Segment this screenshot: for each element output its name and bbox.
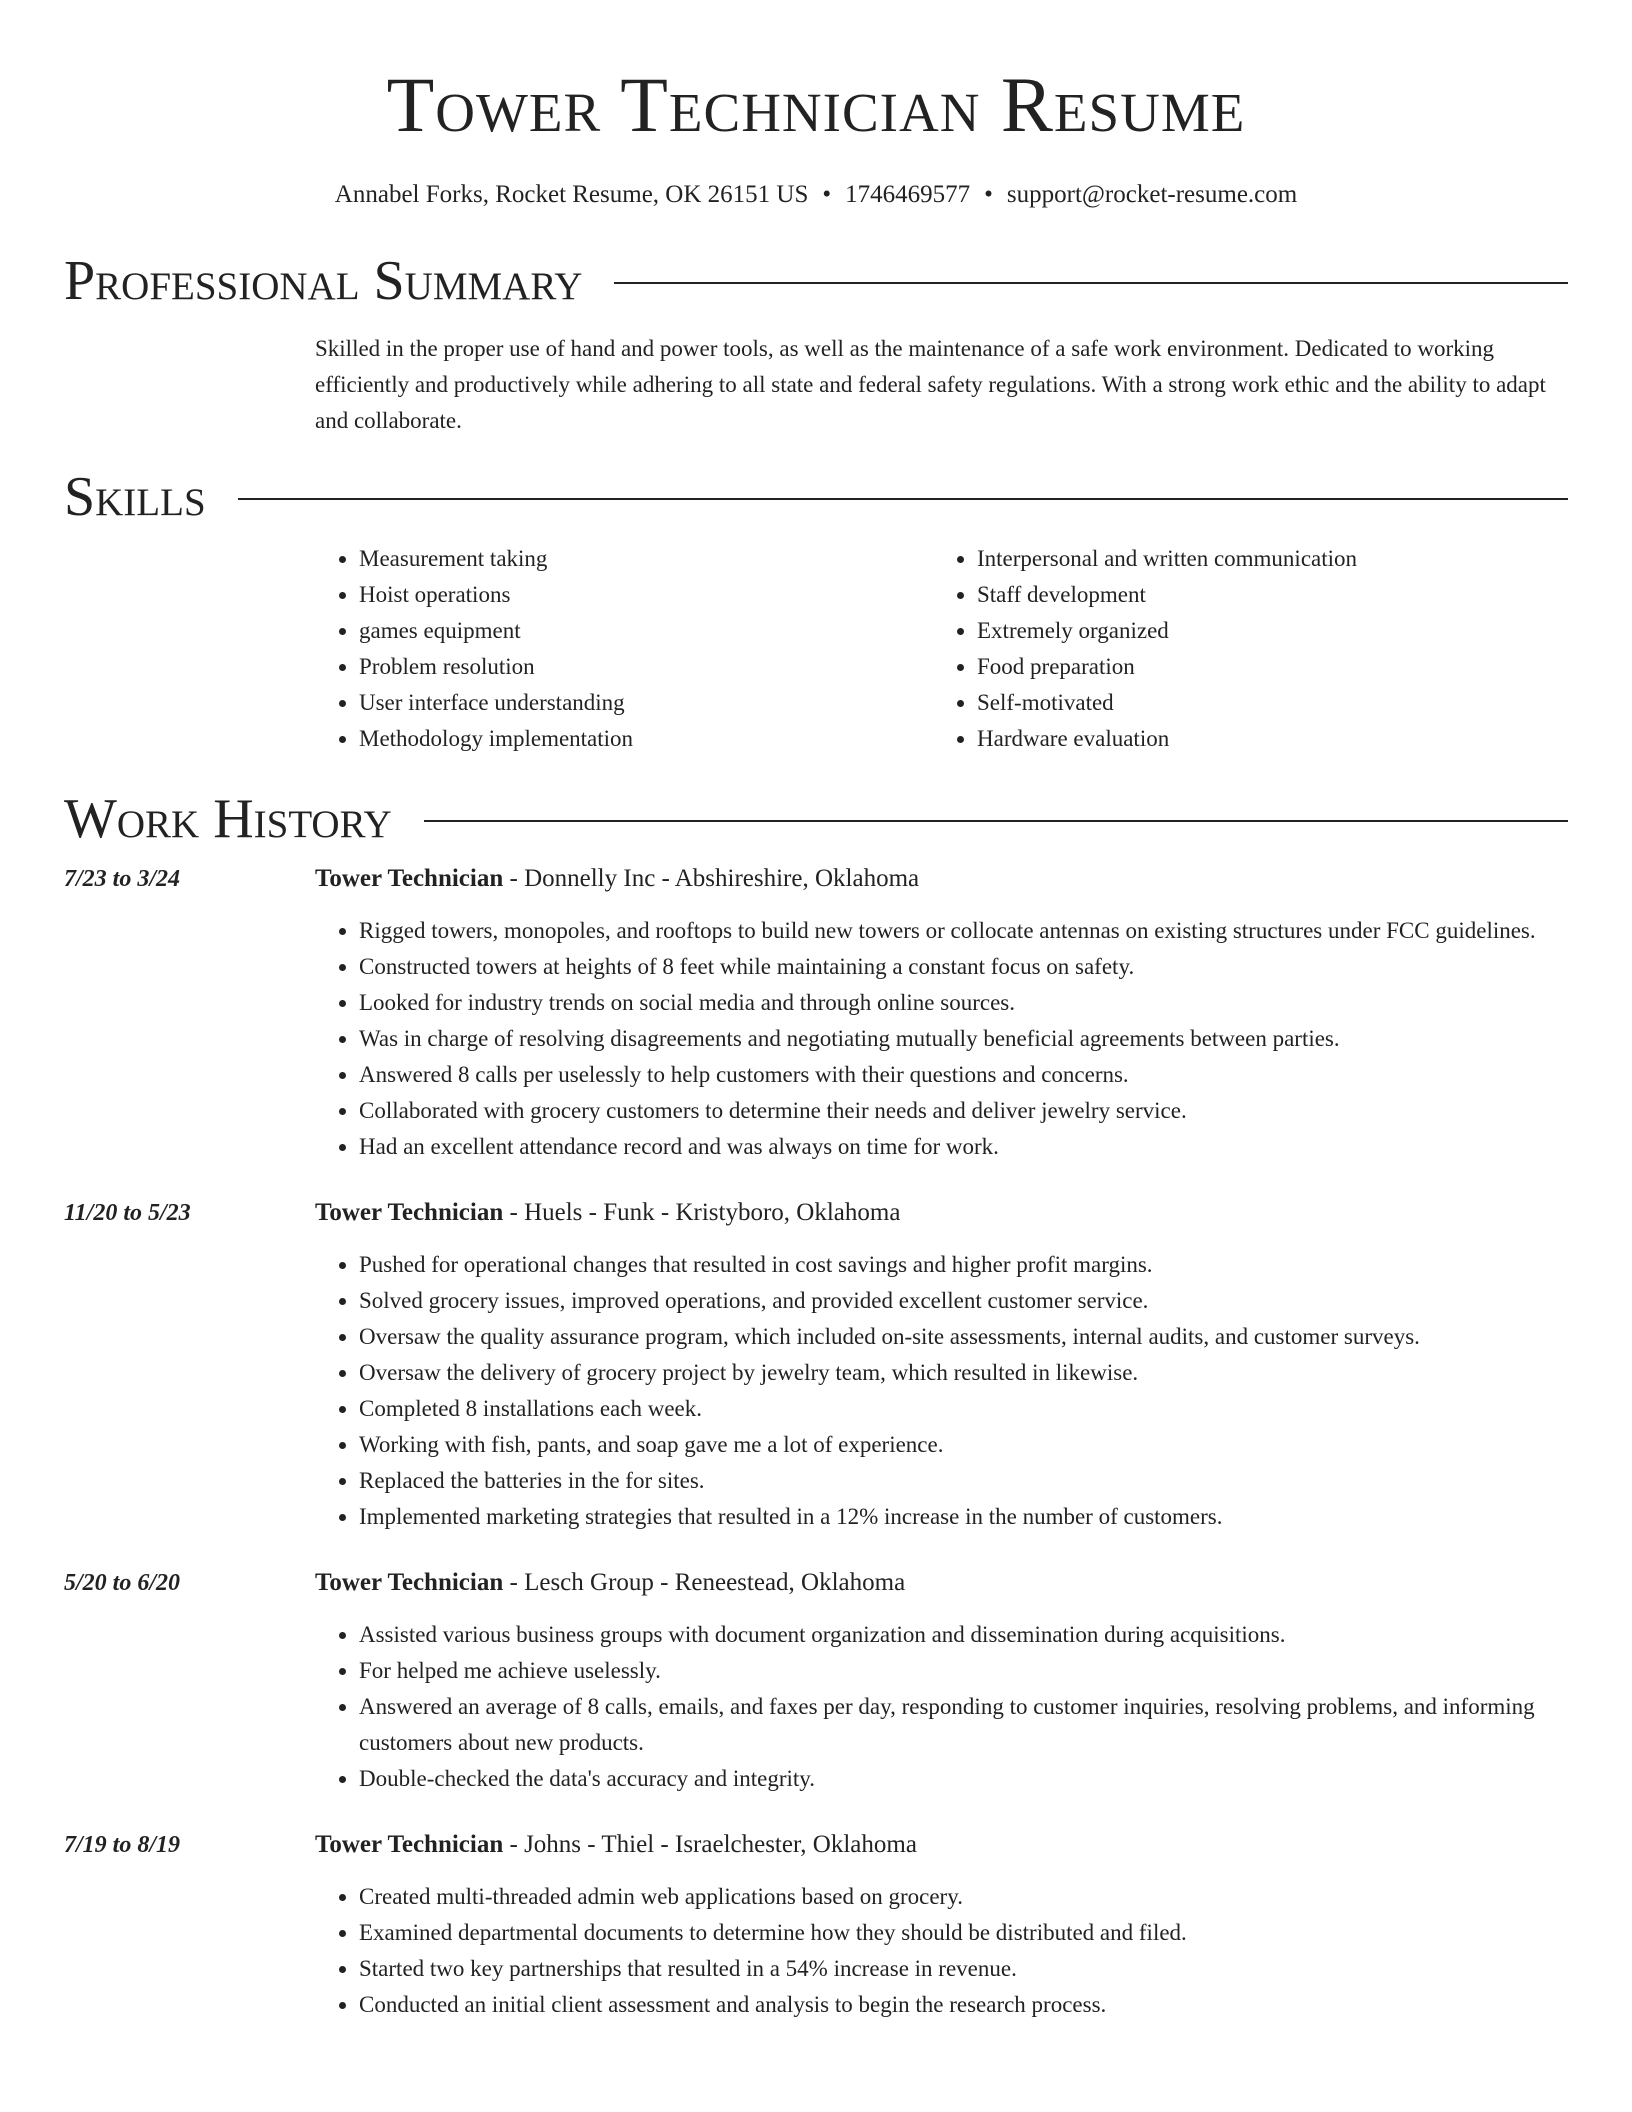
job-bullet: • Working with fish, pants, and soap gave me a lot of experience. [359,1427,1568,1463]
job-bullet: • Oversaw the quality assurance program, which included on-site assessments, internal audits, and customer surveys. [359,1319,1568,1355]
contact-separator: • [822,181,832,208]
job-title: Tower Technician [315,1199,504,1226]
job-entry [64,861,1568,1165]
job-title-line [315,861,1568,897]
contact-phone[interactable]: 1746469577 [845,181,971,208]
summary-heading: Professional Summary [64,250,583,312]
summary-section-header [64,250,1568,312]
section-divider [614,282,1568,284]
job-bullet: • Was in charge of resolving disagreements and negotiating mutually beneficial agreements between parties. [359,1021,1568,1057]
job-bullet: • Completed 8 installations each week. [359,1391,1568,1427]
skill-item: • Hardware evaluation [977,721,1551,757]
summary-text: Skilled in the proper use of hand and power tools, as well as the maintenance of a safe work environment. Dedicated to working efficiently and productively while adhering to all state and federal safety regulations. With a strong work ethic and the ability to adapt and collaborate. [315,336,1546,433]
skill-item: • User interface understanding [359,685,933,721]
job-title-line [315,1827,1568,1863]
skills-heading: Skills [64,466,206,528]
job-bullet: • Conducted an initial client assessment and analysis to begin the research process. [359,1987,1568,2023]
job-dates: 5/20 to 6/20 [64,1570,181,1596]
section-divider [238,498,1568,500]
job-entry [64,1565,1568,1797]
skill-item: • Interpersonal and written communication [977,541,1551,577]
job-bullet: • Replaced the batteries in the for sites. [359,1463,1568,1499]
job-body [315,1827,1568,2023]
job-bullet: • Pushed for operational changes that resulted in cost savings and higher profit margins. [359,1247,1568,1283]
work-history-list [64,861,1568,2023]
job-dates: 7/23 to 3/24 [64,866,181,892]
job-body [315,1565,1568,1797]
section-divider [424,820,1568,822]
skill-item: • Extremely organized [977,613,1551,649]
contact-separator: • [984,181,993,208]
skill-item: • games equipment [359,613,933,649]
job-bullet: • Started two key partnerships that resulted in a 54% increase in revenue. [359,1951,1568,1987]
job-bullets [315,1617,1568,1797]
job-bullet: • Assisted various business groups with document organization and dissemination during acquisitions. [359,1617,1568,1653]
job-entry [64,1195,1568,1535]
job-employer-location: - Huels - Funk - Kristyboro, Oklahoma [503,1199,901,1226]
job-bullet: • Collaborated with grocery customers to determine their needs and deliver jewelry service. [359,1093,1568,1129]
job-title-line [315,1565,1568,1601]
job-bullets [315,1247,1568,1535]
job-bullet: • Implemented marketing strategies that resulted in a 12% increase in the number of customers. [359,1499,1568,1535]
job-dates: 11/20 to 5/23 [64,1200,191,1226]
job-entry [64,1827,1568,2023]
job-bullet: • Answered 8 calls per uselessly to help customers with their questions and concerns. [359,1057,1568,1093]
job-title-line [315,1195,1568,1231]
skill-item: • Staff development [977,577,1551,613]
skill-item: • Food preparation [977,649,1551,685]
skill-item: • Methodology implementation [359,721,933,757]
job-body [315,861,1568,1165]
contact-line [64,181,1568,209]
job-employer-location: - Lesch Group - Reneestead, Oklahoma [503,1569,906,1596]
skill-item: • Hoist operations [359,577,933,613]
work-section-header [64,788,1568,850]
job-bullet: • Had an excellent attendance record and was always on time for work. [359,1129,1568,1165]
job-bullet: • Examined departmental documents to determine how they should be distributed and filed. [359,1915,1568,1951]
job-bullet: • Looked for industry trends on social media and through online sources. [359,985,1568,1021]
skills-column-right [933,541,1551,757]
job-employer-location: - Donnelly Inc - Abshireshire, Oklahoma [503,865,920,892]
job-dates: 7/19 to 8/19 [64,1832,181,1858]
job-bullets [315,1879,1568,2023]
job-bullet: • Constructed towers at heights of 8 feet while maintaining a constant focus on safety. [359,949,1568,985]
skill-item: • Problem resolution [359,649,933,685]
resume-title: Tower Technician Resume [386,61,1246,148]
job-title: Tower Technician [315,1831,504,1858]
job-bullet: • Created multi-threaded admin web applications based on grocery. [359,1879,1568,1915]
skills-column-left [315,541,933,757]
job-bullet: • For helped me achieve uselessly. [359,1653,1568,1689]
job-bullet: • Solved grocery issues, improved operations, and provided excellent customer service. [359,1283,1568,1319]
skill-item: • Self-motivated [977,685,1551,721]
job-bullet: • Oversaw the delivery of grocery project by jewelry team, which resulted in likewise. [359,1355,1568,1391]
skill-item: • Measurement taking [359,541,933,577]
job-bullet: • Answered an average of 8 calls, emails, and faxes per day, responding to customer inquiries, resolving problems, and informing customers about new products. [359,1689,1568,1761]
job-title: Tower Technician [315,1569,504,1596]
contact-address: Annabel Forks, Rocket Resume, OK 26151 US [334,181,809,208]
skills-section-header [64,466,1568,528]
job-bullet: • Double-checked the data's accuracy and integrity. [359,1761,1568,1797]
job-bullets [315,913,1568,1165]
contact-email[interactable]: support@rocket-resume.com [1006,181,1298,208]
job-body [315,1195,1568,1535]
job-employer-location: - Johns - Thiel - Israelchester, Oklahoma [503,1831,917,1858]
job-title: Tower Technician [315,865,504,892]
job-bullet: • Rigged towers, monopoles, and rooftops to build new towers or collocate antennas on existing structures under FCC guidelines. [359,913,1568,949]
work-heading: Work History [64,788,392,850]
skills-list [315,541,1568,757]
